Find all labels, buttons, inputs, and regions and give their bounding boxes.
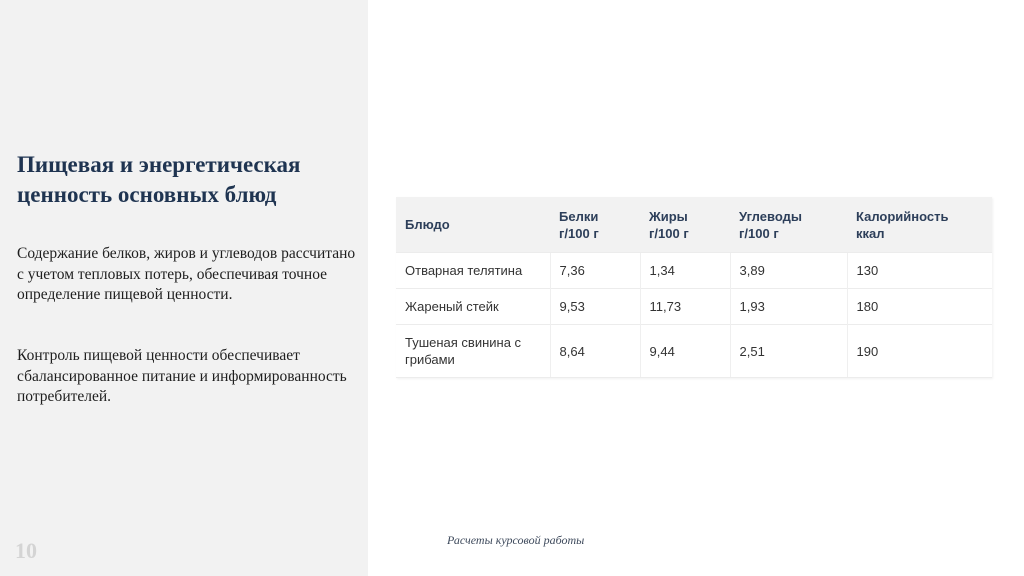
cell-dish: Отварная телятина bbox=[396, 253, 550, 289]
cell-dish: Жареный стейк bbox=[396, 289, 550, 325]
header-carbs: Углеводы г/100 г bbox=[730, 197, 847, 253]
cell-protein: 9,53 bbox=[550, 289, 640, 325]
footer-note: Расчеты курсовой работы bbox=[447, 533, 585, 547]
cell-protein: 7,36 bbox=[550, 253, 640, 289]
cell-fat: 9,44 bbox=[640, 325, 730, 378]
table-row bbox=[396, 289, 992, 325]
cell-fat: 11,73 bbox=[640, 289, 730, 325]
slide-title: Пищевая и энергетическая ценность основных блюд bbox=[17, 152, 301, 207]
cell-calories: 190 bbox=[847, 325, 992, 378]
cell-carbs: 2,51 bbox=[730, 325, 847, 378]
cell-fat: 1,34 bbox=[640, 253, 730, 289]
header-protein: Белки г/100 г bbox=[550, 197, 640, 253]
page-number: 10 bbox=[15, 538, 37, 563]
cell-carbs: 3,89 bbox=[730, 253, 847, 289]
table-row bbox=[396, 253, 992, 289]
cell-dish: Тушеная свинина с грибами bbox=[396, 325, 550, 378]
description-paragraph-2: Контроль пищевой ценности обеспечивает сбалансированное питание и информированность потребителей. bbox=[17, 347, 347, 405]
cell-calories: 130 bbox=[847, 253, 992, 289]
description-paragraph-1: Содержание белков, жиров и углеводов рассчитано с учетом тепловых потерь, обеспечивая точное определение пищевой ценности. bbox=[17, 245, 356, 303]
cell-protein: 8,64 bbox=[550, 325, 640, 378]
table-header-row bbox=[396, 197, 992, 253]
header-calories: Калорийность ккал bbox=[847, 197, 992, 253]
table-row bbox=[396, 325, 992, 378]
left-panel bbox=[0, 0, 368, 576]
cell-carbs: 1,93 bbox=[730, 289, 847, 325]
header-fat: Жиры г/100 г bbox=[640, 197, 730, 253]
nutrition-table-grid bbox=[396, 197, 992, 378]
cell-calories: 180 bbox=[847, 289, 992, 325]
header-dish: Блюдо bbox=[396, 197, 550, 253]
nutrition-table bbox=[396, 197, 992, 378]
